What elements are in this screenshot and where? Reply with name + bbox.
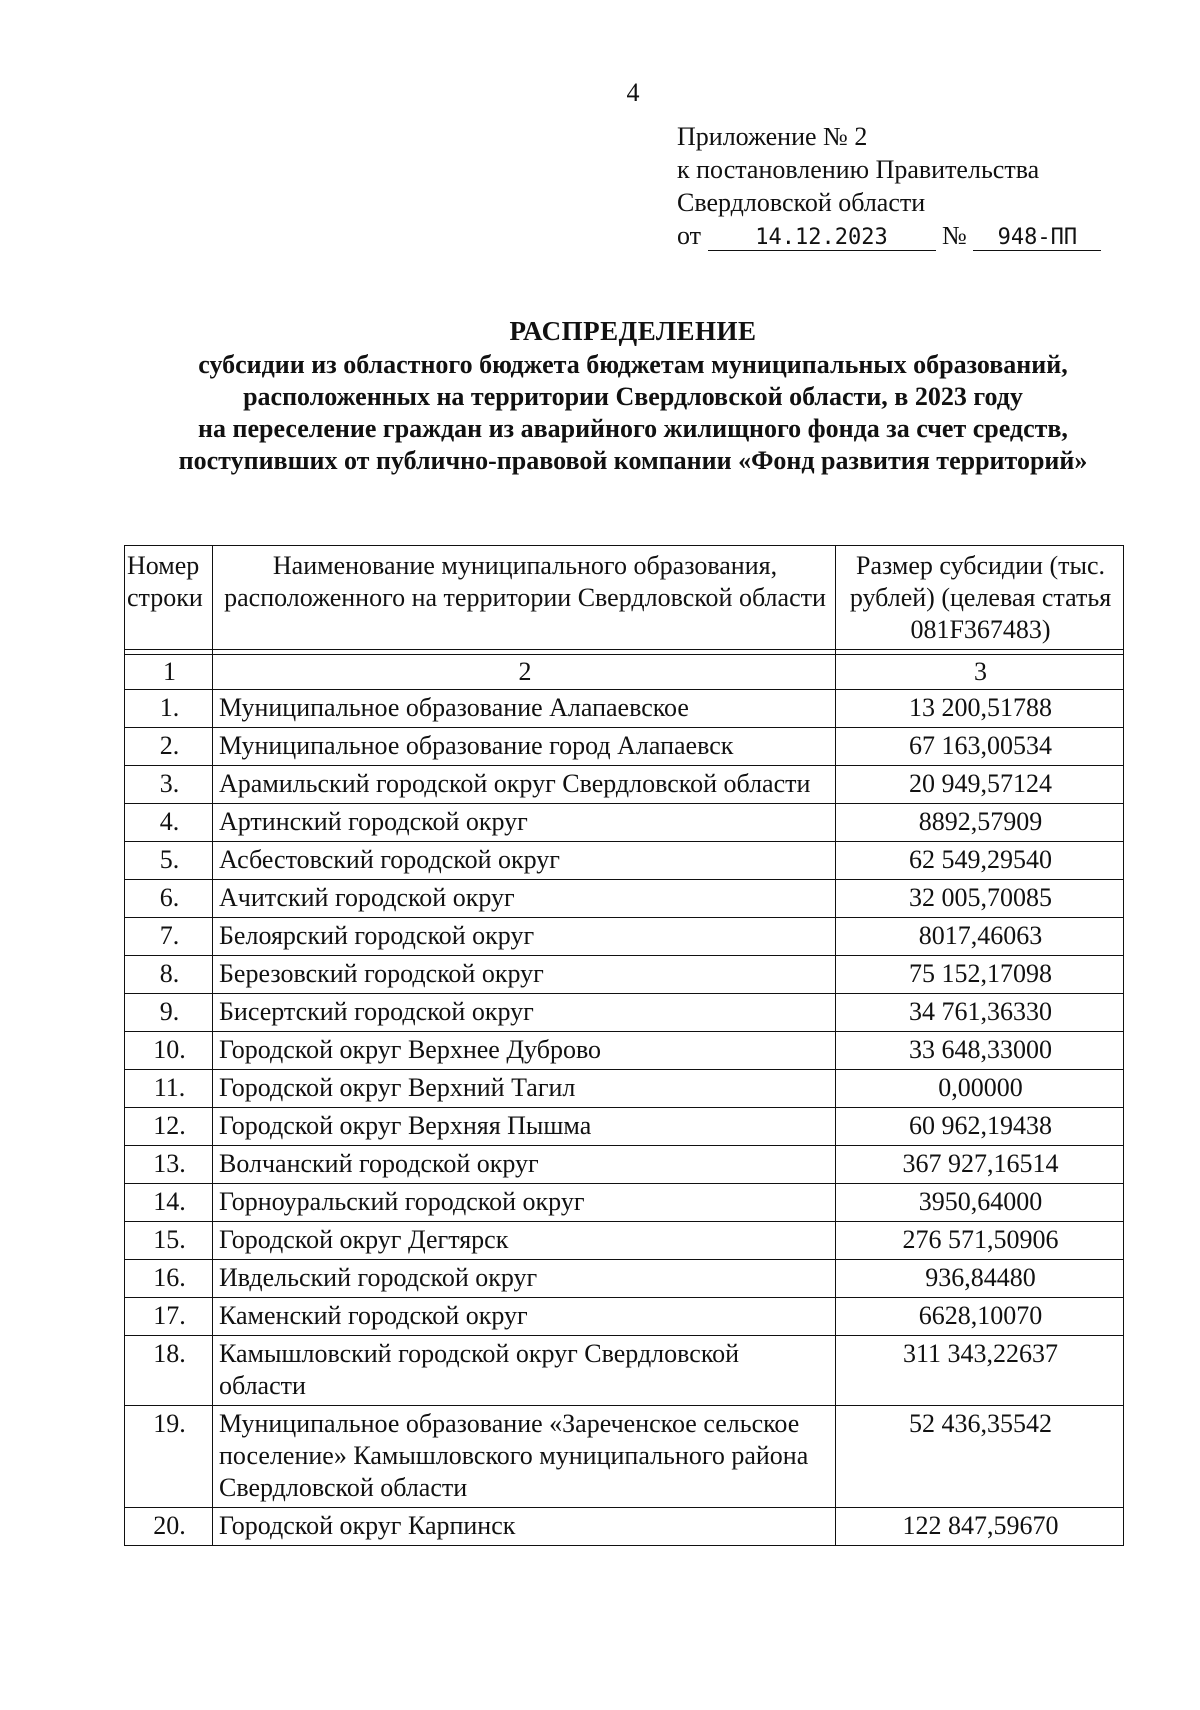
row-name: Бисертский городской округ (213, 994, 836, 1032)
row-number: 10. (125, 1032, 213, 1070)
table-row (125, 804, 1124, 842)
table-row (125, 728, 1124, 766)
row-name: Муниципальное образование город Алапаевск (213, 728, 836, 766)
column-index-3: 3 (836, 655, 1124, 690)
row-number: 5. (125, 842, 213, 880)
table-header-row (125, 546, 1124, 650)
row-amount: 32 005,70085 (836, 880, 1124, 918)
document-title (0, 315, 1200, 477)
table-row (125, 1406, 1124, 1508)
appendix-line-3: Свердловской области (677, 188, 926, 217)
title-line-3: на переселение граждан из аварийного жилищного фонда за счет средств, (198, 414, 1068, 443)
row-number: 17. (125, 1298, 213, 1336)
row-number: 14. (125, 1184, 213, 1222)
row-name: Арамильский городской округ Свердловской области (213, 766, 836, 804)
table-row (125, 1260, 1124, 1298)
table-row (125, 1336, 1124, 1406)
title-line-4: поступивших от публично-правовой компании «Фонд развития территорий» (178, 446, 1088, 475)
number-label: № (942, 221, 967, 250)
row-name: Горноуральский городской округ (213, 1184, 836, 1222)
row-name: Ачитский городской округ (213, 880, 836, 918)
row-name: Муниципальное образование Алапаевское (213, 690, 836, 728)
table-row (125, 1298, 1124, 1336)
table-row (125, 1070, 1124, 1108)
row-name: Городской округ Верхний Тагил (213, 1070, 836, 1108)
appendix-block (677, 120, 1101, 252)
row-name: Каменский городской округ (213, 1298, 836, 1336)
row-number: 20. (125, 1508, 213, 1546)
row-amount: 52 436,35542 (836, 1406, 1124, 1508)
row-number: 11. (125, 1070, 213, 1108)
row-amount: 3950,64000 (836, 1184, 1124, 1222)
row-name: Волчанский городской округ (213, 1146, 836, 1184)
table-row (125, 1032, 1124, 1070)
appendix-line-2: к постановлению Правительства (677, 155, 1040, 184)
row-number: 2. (125, 728, 213, 766)
row-number: 1. (125, 690, 213, 728)
row-name: Городской округ Верхняя Пышма (213, 1108, 836, 1146)
decree-number: 948-ПП (973, 226, 1101, 251)
table-row (125, 1108, 1124, 1146)
row-number: 6. (125, 880, 213, 918)
table-row (125, 918, 1124, 956)
appendix-line-1: Приложение № 2 (677, 122, 868, 151)
table-row (125, 994, 1124, 1032)
table-row (125, 1184, 1124, 1222)
table-row (125, 956, 1124, 994)
column-index-row (125, 655, 1124, 690)
row-name: Городской округ Дегтярск (213, 1222, 836, 1260)
column-index-2: 2 (213, 655, 836, 690)
row-amount: 6628,10070 (836, 1298, 1124, 1336)
row-name: Муниципальное образование «Зареченское сельское поселение» Камышловского муниципального района Свердловской области (213, 1406, 836, 1508)
row-amount: 276 571,50906 (836, 1222, 1124, 1260)
table-row (125, 766, 1124, 804)
table-row (125, 880, 1124, 918)
row-amount: 8892,57909 (836, 804, 1124, 842)
header-number: Номер строки (125, 546, 213, 650)
page-number: 4 (626, 78, 640, 107)
row-number: 9. (125, 994, 213, 1032)
row-amount: 0,00000 (836, 1070, 1124, 1108)
row-amount: 936,84480 (836, 1260, 1124, 1298)
column-index-1: 1 (125, 655, 213, 690)
row-amount: 311 343,22637 (836, 1336, 1124, 1406)
row-amount: 13 200,51788 (836, 690, 1124, 728)
appendix-date-line (677, 219, 1101, 252)
row-number: 3. (125, 766, 213, 804)
row-name: Артинский городской округ (213, 804, 836, 842)
row-number: 18. (125, 1336, 213, 1406)
row-amount: 122 847,59670 (836, 1508, 1124, 1546)
row-amount: 34 761,36330 (836, 994, 1124, 1032)
table-row (125, 842, 1124, 880)
header-name: Наименование муниципального образования, расположенного на территории Свердловской области (213, 546, 836, 650)
row-name: Камышловский городской округ Свердловской области (213, 1336, 836, 1406)
subsidy-table (124, 545, 1124, 1546)
row-number: 15. (125, 1222, 213, 1260)
row-name: Ивдельский городской округ (213, 1260, 836, 1298)
row-amount: 75 152,17098 (836, 956, 1124, 994)
row-number: 7. (125, 918, 213, 956)
row-number: 13. (125, 1146, 213, 1184)
row-number: 12. (125, 1108, 213, 1146)
from-label: от (677, 221, 702, 250)
title-line-2: расположенных на территории Свердловской области, в 2023 году (243, 382, 1023, 411)
row-amount: 8017,46063 (836, 918, 1124, 956)
row-amount: 67 163,00534 (836, 728, 1124, 766)
row-number: 19. (125, 1406, 213, 1508)
row-name: Белоярский городской округ (213, 918, 836, 956)
title-heading: РАСПРЕДЕЛЕНИЕ (509, 316, 757, 346)
header-amount: Размер субсидии (тыс. рублей) (целевая статья 081F367483) (836, 546, 1124, 650)
decree-date: 14.12.2023 (708, 226, 936, 251)
table-row (125, 690, 1124, 728)
row-name: Городской округ Верхнее Дуброво (213, 1032, 836, 1070)
title-line-1: субсидии из областного бюджета бюджетам муниципальных образований, (198, 350, 1068, 379)
row-amount: 20 949,57124 (836, 766, 1124, 804)
table-row (125, 1146, 1124, 1184)
row-name: Городской округ Карпинск (213, 1508, 836, 1546)
row-name: Березовский городской округ (213, 956, 836, 994)
row-amount: 367 927,16514 (836, 1146, 1124, 1184)
row-amount: 60 962,19438 (836, 1108, 1124, 1146)
row-number: 4. (125, 804, 213, 842)
table-row (125, 1222, 1124, 1260)
row-number: 16. (125, 1260, 213, 1298)
table-row (125, 1508, 1124, 1546)
row-number: 8. (125, 956, 213, 994)
row-name: Асбестовский городской округ (213, 842, 836, 880)
row-amount: 33 648,33000 (836, 1032, 1124, 1070)
row-amount: 62 549,29540 (836, 842, 1124, 880)
